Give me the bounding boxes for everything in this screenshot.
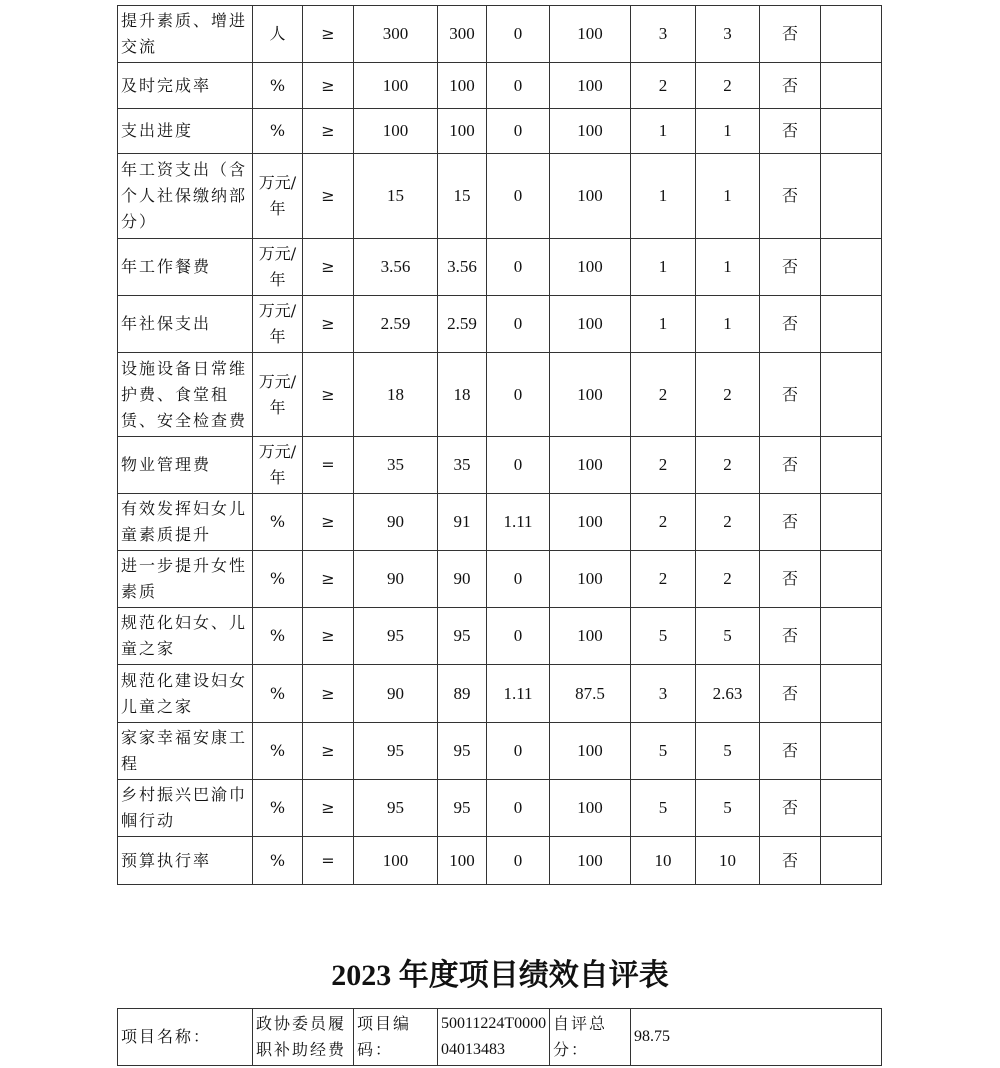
indicator-deviation: 0 (487, 6, 550, 63)
indicator-name: 预算执行率 (118, 837, 253, 885)
indicator-unit: 万元/年 (253, 296, 303, 353)
indicator-operator: ≥ (303, 665, 354, 723)
indicator-actual: 3.56 (438, 239, 487, 296)
indicator-score: 1 (696, 296, 760, 353)
indicator-note (821, 723, 882, 780)
indicator-name: 提升素质、增进交流 (118, 6, 253, 63)
indicator-actual: 300 (438, 6, 487, 63)
form-title: 2023 年度项目绩效自评表 (331, 959, 669, 992)
indicator-target: 3.56 (354, 239, 438, 296)
indicator-deviation: 0 (487, 296, 550, 353)
indicator-name: 家家幸福安康工程 (118, 723, 253, 780)
indicator-weight: 5 (631, 780, 696, 837)
indicator-flag: 否 (760, 239, 821, 296)
indicator-note (821, 109, 882, 154)
indicator-note (821, 665, 882, 723)
indicator-target: 95 (354, 780, 438, 837)
table-row (118, 494, 882, 551)
indicator-unit: 万元/年 (253, 353, 303, 437)
indicator-actual: 100 (438, 837, 487, 885)
indicator-deviation: 0 (487, 109, 550, 154)
indicator-deviation: 0 (487, 780, 550, 837)
indicator-unit: 万元/年 (253, 154, 303, 239)
self-score-value: 98.75 (631, 1009, 882, 1066)
indicator-flag: 否 (760, 494, 821, 551)
indicator-score: 5 (696, 780, 760, 837)
indicator-actual: 89 (438, 665, 487, 723)
table-row (118, 837, 882, 885)
indicator-rate: 100 (550, 551, 631, 608)
indicator-flag: 否 (760, 608, 821, 665)
table-row (118, 437, 882, 494)
table-row (118, 723, 882, 780)
indicator-unit: % (253, 109, 303, 154)
indicator-flag: 否 (760, 837, 821, 885)
indicator-name: 有效发挥妇女儿童素质提升 (118, 494, 253, 551)
indicator-flag: 否 (760, 551, 821, 608)
indicator-unit: % (253, 494, 303, 551)
indicator-target: 95 (354, 608, 438, 665)
indicator-actual: 95 (438, 780, 487, 837)
indicator-name: 年社保支出 (118, 296, 253, 353)
indicator-operator: ≥ (303, 608, 354, 665)
table-row (118, 296, 882, 353)
indicator-weight: 2 (631, 63, 696, 109)
indicator-score: 1 (696, 154, 760, 239)
indicator-operator: ≥ (303, 63, 354, 109)
indicator-actual: 95 (438, 723, 487, 780)
indicator-target: 95 (354, 723, 438, 780)
indicator-target: 100 (354, 63, 438, 109)
indicator-flag: 否 (760, 723, 821, 780)
performance-indicator-table (117, 5, 882, 885)
indicator-deviation: 0 (487, 63, 550, 109)
indicator-target: 100 (354, 109, 438, 154)
indicator-weight: 1 (631, 239, 696, 296)
indicator-actual: 91 (438, 494, 487, 551)
indicator-score: 2 (696, 63, 760, 109)
table-row (118, 780, 882, 837)
indicator-target: 35 (354, 437, 438, 494)
indicator-note (821, 239, 882, 296)
indicator-actual: 100 (438, 63, 487, 109)
indicator-note (821, 296, 882, 353)
indicator-flag: 否 (760, 63, 821, 109)
indicator-weight: 10 (631, 837, 696, 885)
indicator-flag: 否 (760, 154, 821, 239)
indicator-rate: 100 (550, 494, 631, 551)
project-code-label: 项目编码： (354, 1009, 438, 1066)
table-row (118, 608, 882, 665)
indicator-weight: 3 (631, 6, 696, 63)
indicator-operator: ≥ (303, 494, 354, 551)
indicator-rate: 100 (550, 6, 631, 63)
indicator-unit: % (253, 723, 303, 780)
indicator-deviation: 1.11 (487, 665, 550, 723)
indicator-target: 90 (354, 665, 438, 723)
indicator-actual: 15 (438, 154, 487, 239)
indicator-deviation: 0 (487, 608, 550, 665)
indicator-name: 设施设备日常维护费、食堂租赁、安全检查费 (118, 353, 253, 437)
indicator-rate: 100 (550, 296, 631, 353)
indicator-operator: ≥ (303, 723, 354, 780)
indicator-operator: ≥ (303, 780, 354, 837)
indicator-operator: ≥ (303, 551, 354, 608)
indicator-deviation: 0 (487, 723, 550, 780)
indicator-actual: 95 (438, 608, 487, 665)
indicator-name: 年工作餐费 (118, 239, 253, 296)
project-info-table (117, 1008, 882, 1066)
indicator-score: 1 (696, 239, 760, 296)
table-row (118, 63, 882, 109)
indicator-weight: 3 (631, 665, 696, 723)
indicator-weight: 2 (631, 494, 696, 551)
indicator-name: 年工资支出（含个人社保缴纳部分） (118, 154, 253, 239)
indicator-deviation: 0 (487, 154, 550, 239)
indicator-target: 15 (354, 154, 438, 239)
indicator-deviation: 0 (487, 551, 550, 608)
indicator-rate: 100 (550, 63, 631, 109)
indicator-flag: 否 (760, 437, 821, 494)
indicator-target: 90 (354, 494, 438, 551)
indicator-weight: 1 (631, 296, 696, 353)
indicator-note (821, 608, 882, 665)
project-info-row (118, 1009, 882, 1066)
indicator-unit: % (253, 780, 303, 837)
indicator-note (821, 154, 882, 239)
indicator-rate: 100 (550, 608, 631, 665)
indicator-rate: 100 (550, 239, 631, 296)
indicator-rate: 100 (550, 437, 631, 494)
indicator-weight: 5 (631, 723, 696, 780)
indicator-target: 300 (354, 6, 438, 63)
self-score-label: 自评总分： (550, 1009, 631, 1066)
indicator-weight: 2 (631, 353, 696, 437)
indicator-score: 3 (696, 6, 760, 63)
indicator-score: 2.63 (696, 665, 760, 723)
indicator-name: 规范化妇女、儿童之家 (118, 608, 253, 665)
indicator-actual: 18 (438, 353, 487, 437)
indicator-deviation: 0 (487, 437, 550, 494)
indicator-rate: 100 (550, 780, 631, 837)
indicator-score: 2 (696, 353, 760, 437)
indicator-target: 18 (354, 353, 438, 437)
indicator-name: 乡村振兴巴渝巾帼行动 (118, 780, 253, 837)
indicator-unit: % (253, 665, 303, 723)
indicator-operator: = (303, 837, 354, 885)
project-name-label: 项目名称： (118, 1009, 253, 1066)
indicator-unit: % (253, 551, 303, 608)
indicator-target: 100 (354, 837, 438, 885)
indicator-name: 及时完成率 (118, 63, 253, 109)
indicator-score: 1 (696, 109, 760, 154)
table-row (118, 665, 882, 723)
indicator-actual: 35 (438, 437, 487, 494)
indicator-unit: 万元/年 (253, 239, 303, 296)
indicator-deviation: 0 (487, 837, 550, 885)
indicator-unit: % (253, 608, 303, 665)
indicator-unit: % (253, 837, 303, 885)
indicator-rate: 87.5 (550, 665, 631, 723)
indicator-name: 规范化建设妇女儿童之家 (118, 665, 253, 723)
indicator-flag: 否 (760, 665, 821, 723)
indicator-operator: ≥ (303, 154, 354, 239)
indicator-weight: 2 (631, 551, 696, 608)
table-row (118, 551, 882, 608)
indicator-note (821, 551, 882, 608)
project-name-value: 政协委员履职补助经费 (253, 1009, 354, 1066)
indicator-actual: 90 (438, 551, 487, 608)
indicator-score: 5 (696, 723, 760, 780)
indicator-weight: 1 (631, 154, 696, 239)
indicator-name: 支出进度 (118, 109, 253, 154)
indicator-note (821, 494, 882, 551)
indicator-unit: 人 (253, 6, 303, 63)
indicator-unit: % (253, 63, 303, 109)
indicator-operator: ≥ (303, 296, 354, 353)
project-code-value: 50011224T000004013483 (438, 1009, 550, 1066)
indicator-deviation: 1.11 (487, 494, 550, 551)
indicator-flag: 否 (760, 109, 821, 154)
indicator-note (821, 437, 882, 494)
indicator-rate: 100 (550, 837, 631, 885)
indicator-weight: 1 (631, 109, 696, 154)
indicator-note (821, 6, 882, 63)
table-row (118, 6, 882, 63)
indicator-operator: ≥ (303, 239, 354, 296)
indicator-note (821, 63, 882, 109)
indicator-note (821, 780, 882, 837)
indicator-flag: 否 (760, 353, 821, 437)
table-row (118, 353, 882, 437)
indicator-weight: 5 (631, 608, 696, 665)
indicator-score: 2 (696, 551, 760, 608)
indicator-target: 2.59 (354, 296, 438, 353)
indicator-weight: 2 (631, 437, 696, 494)
indicator-name: 进一步提升女性素质 (118, 551, 253, 608)
indicator-operator: ≥ (303, 6, 354, 63)
indicator-score: 2 (696, 437, 760, 494)
indicator-name: 物业管理费 (118, 437, 253, 494)
indicator-score: 2 (696, 494, 760, 551)
indicator-flag: 否 (760, 296, 821, 353)
indicator-score: 5 (696, 608, 760, 665)
indicator-note (821, 837, 882, 885)
indicator-rate: 100 (550, 353, 631, 437)
indicator-rate: 100 (550, 154, 631, 239)
indicator-operator: ≥ (303, 109, 354, 154)
table-row (118, 239, 882, 296)
indicator-note (821, 353, 882, 437)
table-row (118, 109, 882, 154)
indicator-unit: 万元/年 (253, 437, 303, 494)
indicator-deviation: 0 (487, 239, 550, 296)
indicator-actual: 100 (438, 109, 487, 154)
indicator-rate: 100 (550, 109, 631, 154)
indicator-flag: 否 (760, 6, 821, 63)
indicator-operator: = (303, 437, 354, 494)
indicator-rate: 100 (550, 723, 631, 780)
table-row (118, 154, 882, 239)
indicator-operator: ≥ (303, 353, 354, 437)
indicator-flag: 否 (760, 780, 821, 837)
indicator-actual: 2.59 (438, 296, 487, 353)
indicator-deviation: 0 (487, 353, 550, 437)
indicator-target: 90 (354, 551, 438, 608)
indicator-score: 10 (696, 837, 760, 885)
